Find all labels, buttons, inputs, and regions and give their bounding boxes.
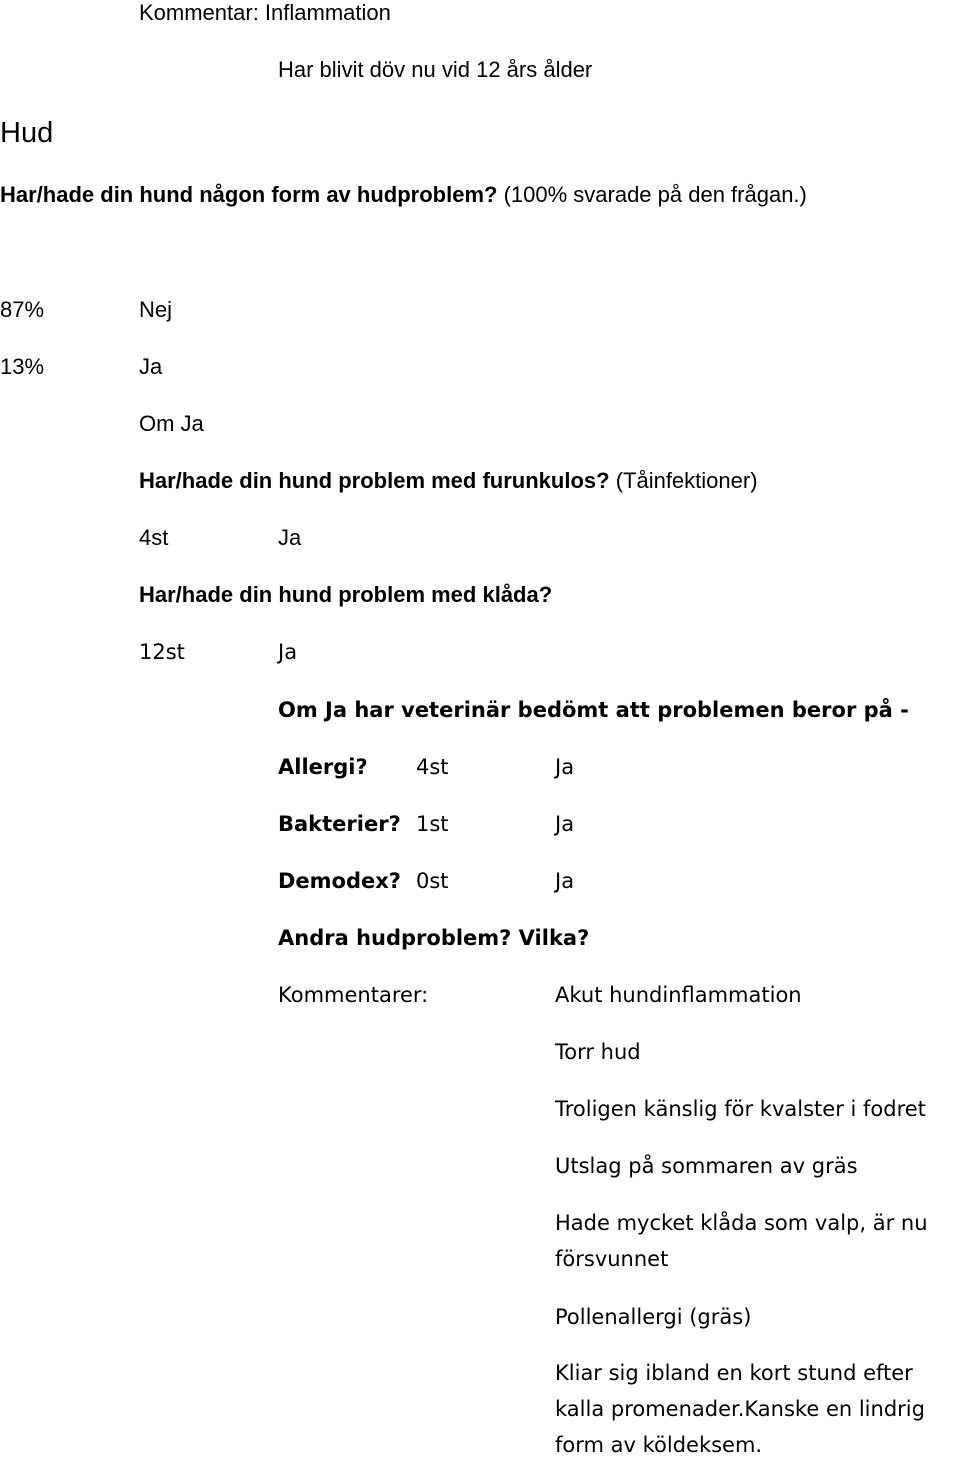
question-main-bold: Har/hade din hund någon form av hudproblem? — [0, 182, 498, 207]
comment-item: Kliar sig ibland en kort stund efter kalla promenader.Kanske en lindrig form av köldeksem. — [555, 1361, 925, 1457]
cause-answer-bakterier: Ja — [555, 812, 575, 836]
comment-item: Torr hud — [555, 1040, 641, 1064]
question-main-rest: (100% svarade på den frågan.) — [497, 182, 807, 207]
cause-count-bakterier: 1st — [416, 812, 449, 836]
question-furunkulos-rest: (Tåinfektioner) — [609, 468, 758, 493]
section-title: Hud — [0, 117, 54, 149]
question-furunkulos — [139, 468, 758, 494]
comment-item: Hade mycket klåda som valp, är nu försvunnet — [555, 1211, 928, 1271]
question-furunkulos-bold: Har/hade din hund problem med furunkulos? — [139, 468, 610, 493]
comments-label: Kommentarer: — [278, 983, 429, 1007]
furunkulos-count: 4st — [139, 525, 169, 550]
question-klada: Har/hade din hund problem med klåda? — [139, 582, 553, 607]
comment-item: Utslag på sommaren av gräs — [555, 1154, 858, 1178]
cause-answer-allergi: Ja — [555, 755, 575, 779]
om-ja-label: Om Ja — [139, 411, 204, 436]
cause-label-bakterier: Bakterier? — [278, 812, 401, 836]
klada-count: 12st — [139, 640, 185, 664]
cause-answer-demodex: Ja — [555, 869, 575, 893]
question-main — [0, 182, 807, 208]
question-andra: Andra hudproblem? Vilka? — [278, 926, 590, 950]
deaf-text: Har blivit döv nu vid 12 års ålder — [278, 57, 593, 82]
klada-answer: Ja — [278, 640, 298, 664]
result-label-yes: Ja — [139, 354, 163, 379]
question-veterinar: Om Ja har veterinär bedömt att problemen beror på - — [278, 698, 909, 722]
result-pct-yes: 13% — [0, 354, 45, 379]
comment-item: Troligen känslig för kvalster i fodret — [555, 1097, 926, 1121]
furunkulos-answer: Ja — [278, 525, 302, 550]
comment-inflammation: Kommentar: Inflammation — [139, 0, 391, 25]
result-label-no: Nej — [139, 297, 173, 322]
result-pct-no: 87% — [0, 297, 45, 322]
cause-label-demodex: Demodex? — [278, 869, 401, 893]
cause-label-allergi: Allergi? — [278, 755, 368, 779]
cause-count-demodex: 0st — [416, 869, 449, 893]
comment-item: Akut hundinflammation — [555, 983, 802, 1007]
comment-item: Pollenallergi (gräs) — [555, 1305, 752, 1329]
cause-count-allergi: 4st — [416, 755, 449, 779]
